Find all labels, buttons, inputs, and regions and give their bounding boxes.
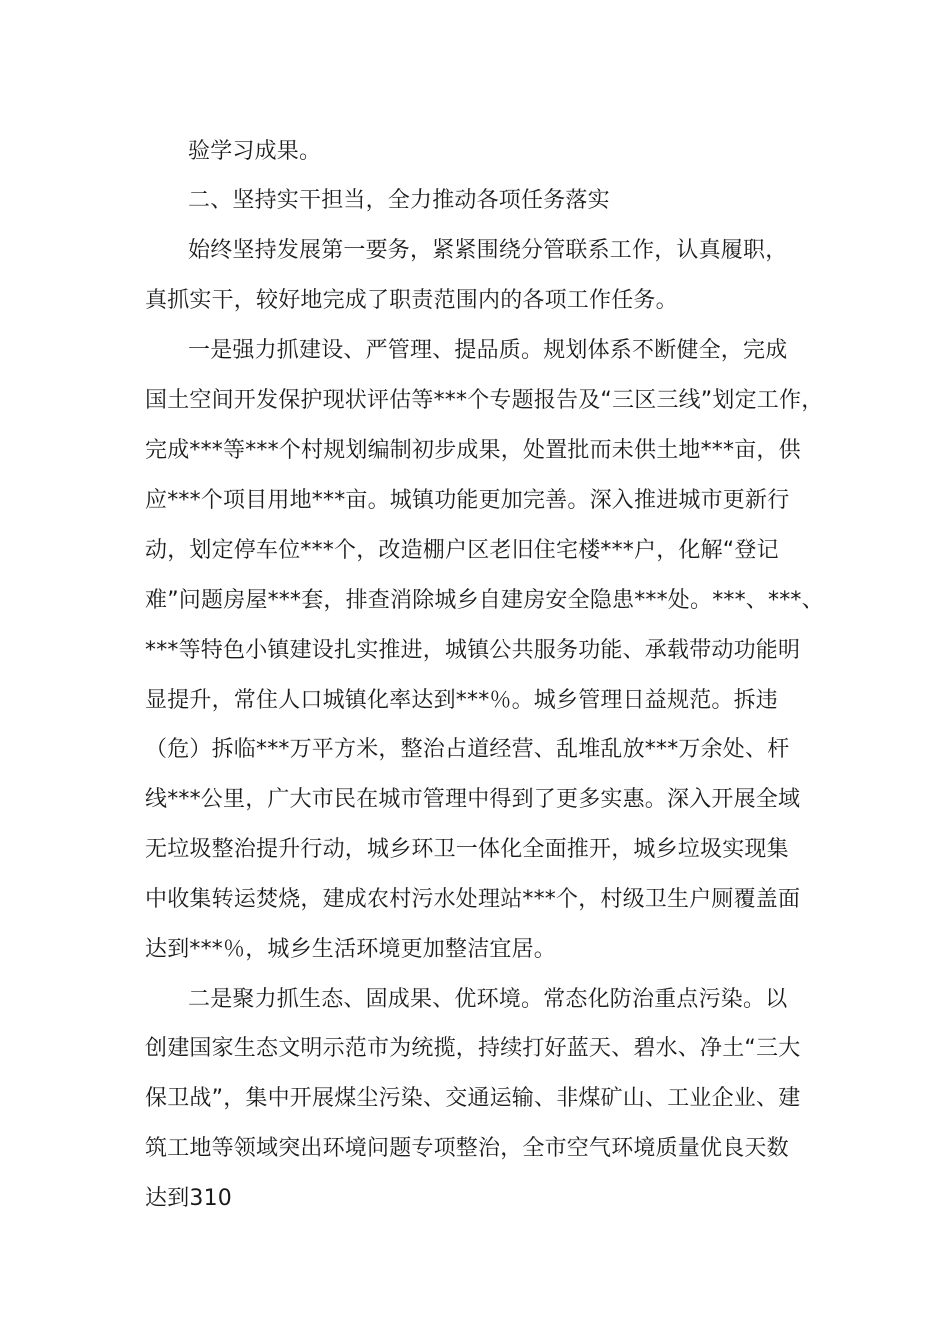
text-line-11: ***等特色小镇建设扎实推进，城镇公共服务功能、承载带动功能明: [145, 638, 801, 663]
text-line-16: 中收集转运焚烧，建成农村污水处理站***个，村级卫生户厕覆盖面: [145, 887, 801, 912]
text-line-9: 动，划定停车位***个，改造棚户区老旧住宅楼***户，化解“登记: [145, 538, 779, 563]
text-line-22: 达到310: [145, 1186, 232, 1211]
text-line-14: 线***公里，广大市民在城市管理中得到了更多实惠。深入开展全域: [145, 787, 801, 812]
text-line-15: 无垃圾整治提升行动，城乡环卫一体化全面推开，城乡垃圾实现集: [145, 837, 789, 862]
text-line-5: 一是强力抓建设、严管理、提品质。规划体系不断健全，完成: [188, 338, 788, 363]
text-line-12: 显提升，常住人口城镇化率达到***％。城乡管理日益规范。拆违: [145, 688, 779, 713]
text-line-13: （危）拆临***万平方米，整治占道经营、乱堆乱放***万余处、杆: [145, 737, 790, 762]
text-line-4: 真抓实干，较好地完成了职责范围内的各项工作任务。: [145, 288, 678, 313]
text-line-17: 达到***％，城乡生活环境更加整洁宜居。: [145, 937, 557, 962]
section-heading: 二、坚持实干担当，全力推动各项任务落实: [188, 188, 610, 213]
text-line-8: 应***个项目用地***亩。城镇功能更加完善。深入推进城市更新行: [145, 488, 790, 513]
text-line-21: 筑工地等领域突出环境问题专项整治，全市空气环境质量优良天数: [145, 1136, 789, 1161]
text-line-1: 验学习成果。: [188, 139, 322, 164]
text-line-18: 二是聚力抓生态、固成果、优环境。常态化防治重点污染。以: [188, 987, 788, 1012]
text-line-10: 难”问题房屋***套，排查消除城乡自建房安全隐患***处。***、***、: [145, 588, 824, 613]
text-line-6: 国土空间开发保护现状评估等***个专题报告及“三区三线”划定工作，: [145, 388, 824, 413]
text-line-3: 始终坚持发展第一要务，紧紧围绕分管联系工作，认真履职，: [188, 238, 788, 263]
text-line-7: 完成***等***个村规划编制初步成果，处置批而未供土地***亩，供: [145, 438, 801, 463]
text-line-20: 保卫战”，集中开展煤尘污染、交通运输、非煤矿山、工业企业、建: [145, 1086, 801, 1111]
text-line-19: 创建国家生态文明示范市为统揽，持续打好蓝天、碧水、净土“三大: [145, 1036, 801, 1061]
